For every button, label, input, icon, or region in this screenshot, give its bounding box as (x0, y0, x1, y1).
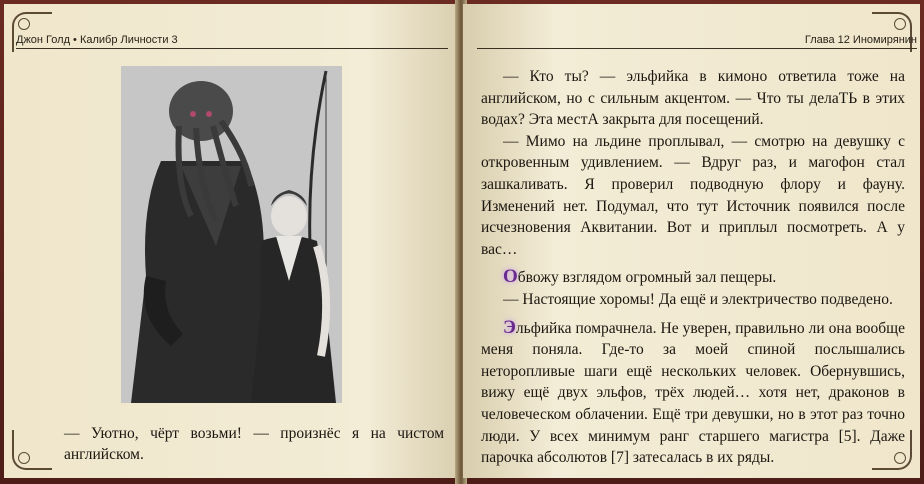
illustration (121, 66, 342, 403)
left-running-head: Джон Голд • Калибр Личности 3 (16, 34, 448, 49)
right-page[interactable] (463, 4, 920, 478)
illustration-artwork (121, 66, 342, 403)
caption-text: — Уютно, чёрт возьми! — произнёс я на чистом английском. (64, 425, 444, 463)
left-page[interactable] (4, 4, 459, 478)
corner-ornament (12, 430, 52, 470)
paragraph: Обвожу взглядом огромный зал пещеры. (503, 266, 777, 288)
paragraph: — Мимо на льдине проплывал, — смотрю на девушку с откровенным удивлением. — Вдруг раз, и магофон стал зашкаливать. Я проверил подводную флору и фауну. Изменений нет. Подумал, что тут Источник появился после исчезновения Аквитании. Вот и приплыл посмотреть. А у вас… (481, 132, 905, 258)
right-running-head: Глава 12 Иномирянин (477, 34, 917, 49)
paragraph: Эльфийка помрачнела. Не уверен, правильно ли она вообще меня поняла. Где-то за моей спиной послышались неторопливые шаги ещё нескольких человек. Обернувшись, вижу ещё двух эльфов, трёх людей… хотя нет, драконов в человеческом облачении. Ещё три девушки, но в этот раз точно люди. У всех минимум ранг старшего магистра [5]. Даже парочка абсолютов [7] затесалась в их ряды. (481, 316, 905, 467)
paragraph: — Настоящие хоромы! Да ещё и электричество подведено. (503, 290, 893, 308)
body-text (481, 66, 905, 469)
paragraph: — Кто ты? — эльфийка в кимоно ответила тоже на английском, но с сильным акцентом. — Что ты делаТЬ в этих водах? Эта местА закрыта для посещений. (481, 68, 905, 129)
drop-cap: О (503, 266, 518, 288)
drop-cap: Э (503, 316, 516, 338)
